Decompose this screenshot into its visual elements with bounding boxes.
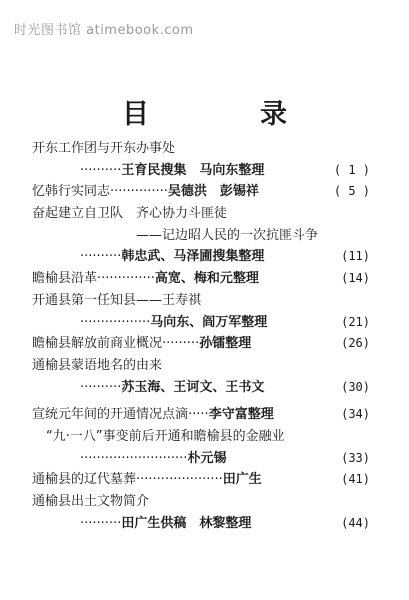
toc-entry-detail: [32, 513, 370, 535]
leader-dots: ··············: [110, 184, 168, 200]
toc-entry-authors: 朴元锡: [187, 450, 227, 466]
toc-entry-page: (21): [341, 314, 370, 329]
leader-dots: ··········: [80, 379, 122, 395]
toc-entry-authors: 高宽、梅和元整理: [154, 271, 259, 287]
toc-entry-authors: 田广生: [222, 472, 262, 488]
toc-entry-page: ( 1 ): [333, 162, 370, 177]
toc-entry-title: 宣统元年间的开通情况点滴: [32, 407, 189, 423]
toc-entry-page: (30): [341, 379, 370, 394]
toc-entry-authors: 韩忠武、马泽圃搜集整理: [121, 249, 265, 265]
toc-entry-title: 开通县第一任知县——王寿祺: [32, 292, 202, 308]
toc-entry: [32, 268, 370, 290]
leader-dots: ··········: [80, 162, 122, 178]
toc-entry-title: 忆韩行实同志: [32, 184, 111, 200]
leader-dots: ·····: [188, 407, 209, 423]
toc-entry-page: (34): [341, 407, 370, 422]
toc-entry-authors: 苏玉海、王诃文、王书文: [121, 379, 265, 395]
toc-entry-page: (44): [341, 515, 370, 530]
toc-entry-detail: [32, 404, 370, 426]
toc-entry-page: (26): [341, 336, 370, 351]
toc-entry-title: 通榆县蒙语地名的由来: [32, 357, 163, 373]
table-of-contents: [32, 138, 370, 534]
toc-entry-title: 通榆县出土文物简介: [32, 494, 150, 509]
toc-entry-detail: [32, 469, 370, 491]
toc-entry: [32, 290, 370, 333]
leader-dots: ·················: [80, 314, 151, 330]
toc-entry-authors: 王育民搜集 马向东整理: [121, 162, 265, 178]
toc-entry-title: 奋起建立自卫队 齐心协力斗匪徒: [32, 206, 228, 222]
toc-entry-page: ( 5 ): [333, 184, 370, 199]
leader-dots: ··························: [80, 450, 188, 466]
toc-entry: [32, 203, 370, 268]
page-title: 目 录: [122, 99, 329, 130]
toc-entry: [32, 404, 370, 426]
toc-entry-detail: [32, 377, 370, 399]
toc-entry-authors: 吴德洪 彭锡祥: [167, 184, 259, 200]
toc-entry: [32, 138, 370, 181]
toc-entry-authors: 李守富整理: [208, 407, 274, 423]
toc-entry-subtitle: ——记边昭人民的一次抗匪斗争: [136, 227, 319, 243]
toc-entry: [32, 333, 370, 355]
toc-entry-page: (14): [341, 271, 370, 286]
toc-entry-detail: [32, 160, 370, 182]
toc-entry-detail: [32, 448, 370, 470]
toc-entry: [32, 469, 370, 491]
toc-entry-title: 通榆县的辽代墓葬: [32, 472, 137, 488]
toc-entry-authors: 孙镭整理: [199, 336, 252, 352]
toc-entry-detail: [32, 333, 370, 355]
toc-entry-detail: [32, 181, 370, 203]
toc-entry-title: 瞻榆县解放前商业概况: [32, 336, 163, 352]
leader-dots: ·····················: [136, 472, 223, 488]
toc-entry: [32, 491, 370, 534]
toc-entry-detail: [32, 312, 370, 334]
toc-entry-page: (33): [341, 450, 370, 465]
toc-entry-page: (41): [341, 472, 370, 487]
leader-dots: ··········: [80, 515, 122, 531]
toc-entry-page: (11): [341, 249, 370, 264]
toc-entry-title: 开东工作团与开东办事处: [32, 141, 176, 156]
watermark: 时光图书馆 atimebook.com: [14, 23, 194, 38]
toc-entry: [32, 426, 370, 469]
toc-entry-authors: 马向东、阎万军整理: [150, 314, 268, 330]
leader-dots: ··········: [80, 249, 122, 265]
toc-entry-title: “九·一八”事变前后开通和瞻榆县的金融业: [46, 428, 285, 444]
leader-dots: ·········: [162, 336, 200, 352]
toc-entry-title: 瞻榆县沿革: [32, 271, 98, 287]
leader-dots: ··············: [97, 271, 155, 287]
toc-entry-authors: 田广生供稿 林黎整理: [121, 515, 252, 531]
toc-entry-detail: [32, 246, 370, 268]
toc-entry: [32, 181, 370, 203]
toc-entry: [32, 355, 370, 398]
toc-entry-detail: [32, 268, 370, 290]
